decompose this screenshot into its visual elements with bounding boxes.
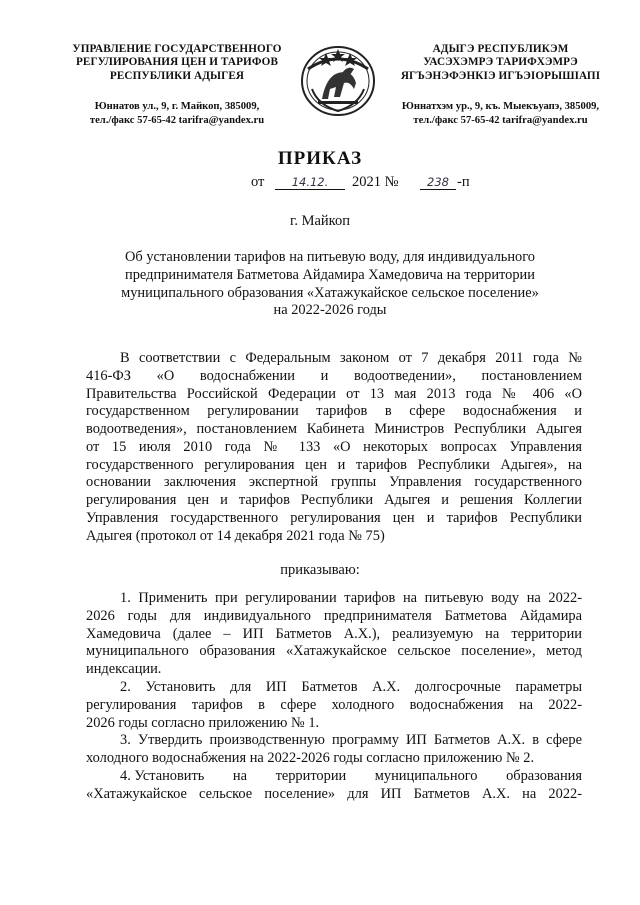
item-line: 3. Утвердить производственную программу ИП Батметов А.Х. в сфере <box>120 732 582 748</box>
city: г. Майкоп <box>290 213 350 229</box>
handwritten-date: 14.12. <box>275 175 345 190</box>
address-ady <box>388 100 613 128</box>
item-line-spaced <box>86 768 582 786</box>
item-line: индексации. <box>86 661 162 677</box>
item-line: 2026 годы для индивидуального предпринимателя Батметова Айдамира <box>86 607 582 624</box>
item-word: муниципального <box>374 768 478 784</box>
contact-line: тел./факс 57-65-42 tarifra@yandex.ru <box>413 115 588 127</box>
header-left-block <box>62 43 292 128</box>
header-right-block <box>388 43 613 128</box>
org-line: ЯГЪЭНЭФЭНКIЭ ИГЪЭIОРЫШIАПI <box>400 69 601 82</box>
handwritten-number: 238 <box>420 175 456 190</box>
item-line: «Хатажукайское сельское поселение» для ИП Батметов А.Х. на 2022- <box>86 785 582 802</box>
item-line: 1. Применить при регулировании тарифов на питьевую воду на 2022- <box>120 590 582 606</box>
org-line: УАСЭХЭМРЭ ТАРИФХЭМРЭ <box>423 56 578 69</box>
year-number-label: 2021 № <box>352 174 399 190</box>
preamble-line: 416-ФЗ «О водоснабжении и водоотведении», постановлением <box>86 367 582 384</box>
preamble-paragraph <box>86 350 582 545</box>
number-suffix: -п <box>457 174 470 190</box>
order-item-4 <box>86 768 582 804</box>
preamble-line: Управления государственного регулирования цен и тарифов Республики <box>86 509 582 526</box>
preamble-line: Правительства Российской Федерации от 13 мая 2013 года № 406 «О <box>86 385 582 402</box>
item-word: образования <box>506 768 582 784</box>
subject-line: на 2022-2026 годы <box>273 302 387 319</box>
item-word: территории <box>275 768 347 784</box>
document-title: ПРИКАЗ <box>277 148 363 169</box>
item-line: 2026 годы согласно приложению № 1. <box>86 714 320 731</box>
item-line: 2. Установить для ИП Батметов А.Х. долгосрочные параметры <box>120 679 582 695</box>
preamble-line: регулирования цен и тарифов Республики Адыгея и решения Коллегии <box>86 492 582 508</box>
address-line: Юннатов ул., 9, г. Майкоп, 385009, <box>94 101 260 113</box>
adygea-coat-of-arms-icon <box>296 39 380 119</box>
preamble-line: основании заключения экспертной группы Управления государственного <box>86 474 582 491</box>
subject-line: муниципального образования «Хатажукайское сельское поселение» <box>121 284 539 301</box>
preamble-line: государственном регулировании тарифов в сфере водоснабжения и <box>86 403 582 420</box>
item-line: муниципального образования «Хатажукайское сельское поселение», метод <box>86 643 582 660</box>
org-line: РЕСПУБЛИКИ АДЫГЕЯ <box>109 69 245 82</box>
preamble-line: государственного регулирования цен и тарифов Республики Адыгея», на <box>86 456 582 473</box>
order-subject <box>95 249 565 320</box>
org-line: РЕГУЛИРОВАНИЯ ЦЕН И ТАРИФОВ <box>75 56 279 69</box>
org-line: УПРАВЛЕНИЕ ГОСУДАРСТВЕННОГО <box>72 43 282 55</box>
org-name-ady <box>388 43 613 83</box>
preamble-line: Адыгея (протокол от 14 декабря 2021 года № 75) <box>86 527 385 544</box>
item-line: холодного водоснабжения на 2022-2026 годы согласно приложению № 2. <box>86 749 535 766</box>
order-item-2 <box>86 679 582 732</box>
org-name-ru <box>62 43 292 83</box>
address-line: Юннатхэм ур., 9, къ. Мыекъуапэ, 385009, <box>401 101 600 113</box>
contact-line: тел./факс 57-65-42 tarifra@yandex.ru <box>89 115 265 127</box>
org-line: АДЫГЭ РЕСПУБЛИКЭМ <box>432 43 569 55</box>
date-prefix: от <box>251 174 265 190</box>
subject-line: предпринимателя Батметова Айдамира Хамедовича на территории <box>125 266 535 283</box>
preamble-line: водоотведения», постановлением Кабинета Министров Республики Адыгея <box>86 421 582 437</box>
order-word: приказываю: <box>280 562 360 578</box>
item-line: Хамедовича (далее – ИП Батметов А.Х.), реализуемую на территории <box>86 625 582 642</box>
item-word: 4. Установить <box>120 768 205 784</box>
subject-line: Об установлении тарифов на питьевую воду, для индивидуального <box>125 249 535 265</box>
order-item-3 <box>86 732 582 768</box>
item-line: регулирования тарифов в сфере холодного водоснабжения на 2022- <box>86 696 582 713</box>
address-ru <box>62 100 292 128</box>
preamble-line: от 15 июля 2010 года № 133 «О некоторых вопросах Управления <box>86 438 582 455</box>
preamble-line: В соответствии с Федеральным законом от 7 декабря 2011 года № <box>120 350 582 366</box>
order-item-1 <box>86 590 582 679</box>
item-word: на <box>232 768 247 784</box>
